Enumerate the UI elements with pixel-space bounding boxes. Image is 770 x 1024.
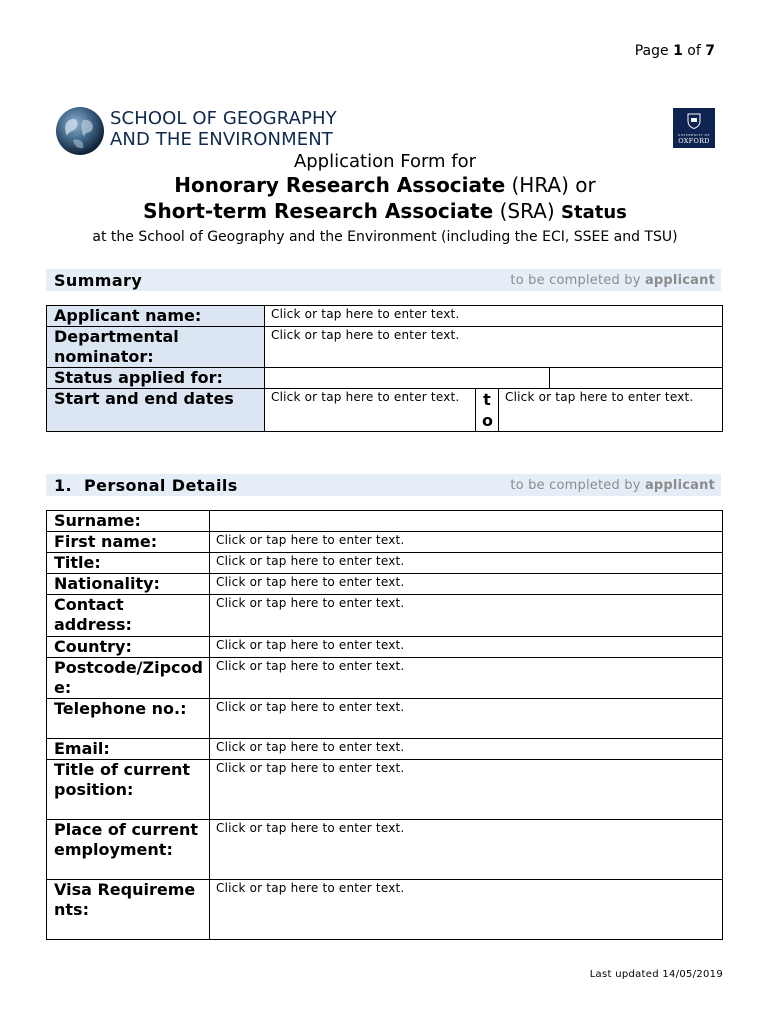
table-row [47, 389, 723, 432]
contact-address-field[interactable]: Click or tap here to enter text. [210, 595, 723, 637]
country-field[interactable]: Click or tap here to enter text. [210, 637, 723, 658]
status-applied-field-extra[interactable] [550, 368, 723, 389]
current-position-label: Title of current position: [47, 760, 210, 820]
form-title-intro: Application Form for [293, 151, 477, 172]
table-row [47, 511, 723, 532]
to-label: to [476, 389, 499, 432]
personal-details-table [46, 510, 723, 940]
dates-label: Start and end dates [47, 389, 265, 432]
summary-note: to be completed by applicant [510, 272, 715, 288]
applicant-name-field[interactable]: Click or tap here to enter text. [265, 306, 723, 327]
oxford-crest-icon [687, 113, 701, 129]
globe-logo-icon [55, 106, 105, 156]
summary-heading: Summary [54, 270, 143, 290]
first-name-label: First name: [47, 532, 210, 553]
title-label: Title: [47, 553, 210, 574]
contact-address-label: Contact address: [47, 595, 210, 637]
personal-note: to be completed by applicant [510, 477, 715, 493]
personal-heading: 1. Personal Details [54, 475, 238, 495]
personal-section-header [46, 474, 721, 496]
telephone-field[interactable]: Click or tap here to enter text. [210, 699, 723, 739]
surname-field[interactable] [210, 511, 723, 532]
country-label: Country: [47, 637, 210, 658]
table-row [47, 739, 723, 760]
email-label: Email: [47, 739, 210, 760]
first-name-field[interactable]: Click or tap here to enter text. [210, 532, 723, 553]
form-title-hra: Honorary Research Associate (HRA) or [174, 173, 596, 197]
current-employment-field[interactable]: Click or tap here to enter text. [210, 820, 723, 880]
last-updated-note: Last updated 14/05/2019 [589, 969, 723, 980]
current-employment-label: Place of current employment: [47, 820, 210, 880]
visa-field[interactable]: Click or tap here to enter text. [210, 880, 723, 940]
nationality-label: Nationality: [47, 574, 210, 595]
table-row [47, 637, 723, 658]
start-date-field[interactable]: Click or tap here to enter text. [265, 389, 476, 432]
table-row [47, 658, 723, 699]
surname-label: Surname: [47, 511, 210, 532]
telephone-label: Telephone no.: [47, 699, 210, 739]
applicant-name-label: Applicant name: [47, 306, 265, 327]
nominator-field[interactable]: Click or tap here to enter text. [265, 327, 723, 368]
status-applied-field[interactable] [265, 368, 550, 389]
table-row [47, 820, 723, 880]
table-row [47, 880, 723, 940]
table-row [47, 553, 723, 574]
oxford-logo: UNIVERSITY OF OXFORD [673, 108, 715, 148]
table-row [47, 368, 723, 389]
table-row [47, 699, 723, 739]
table-row [47, 306, 723, 327]
table-row [47, 595, 723, 637]
table-row [47, 327, 723, 368]
title-field[interactable]: Click or tap here to enter text. [210, 553, 723, 574]
form-subtitle: at the School of Geography and the Environment (including the ECI, SSEE and TSU) [92, 229, 678, 245]
email-field[interactable]: Click or tap here to enter text. [210, 739, 723, 760]
postcode-field[interactable]: Click or tap here to enter text. [210, 658, 723, 699]
nominator-label: Departmental nominator: [47, 327, 265, 368]
visa-label: Visa Requirements: [47, 880, 210, 940]
status-applied-label: Status applied for: [47, 368, 265, 389]
table-row [47, 574, 723, 595]
school-logo-text: SCHOOL OF GEOGRAPHY AND THE ENVIRONMENT [110, 108, 337, 150]
summary-table [46, 305, 723, 432]
table-row [47, 532, 723, 553]
nationality-field[interactable]: Click or tap here to enter text. [210, 574, 723, 595]
summary-section-header [46, 269, 721, 291]
postcode-label: Postcode/Zipcode: [47, 658, 210, 699]
form-title-sra: Short-term Research Associate (SRA) Status [143, 199, 627, 223]
table-row [47, 760, 723, 820]
page-number: Page 1 of 7 [634, 43, 715, 59]
end-date-field[interactable]: Click or tap here to enter text. [499, 389, 723, 432]
current-position-field[interactable]: Click or tap here to enter text. [210, 760, 723, 820]
